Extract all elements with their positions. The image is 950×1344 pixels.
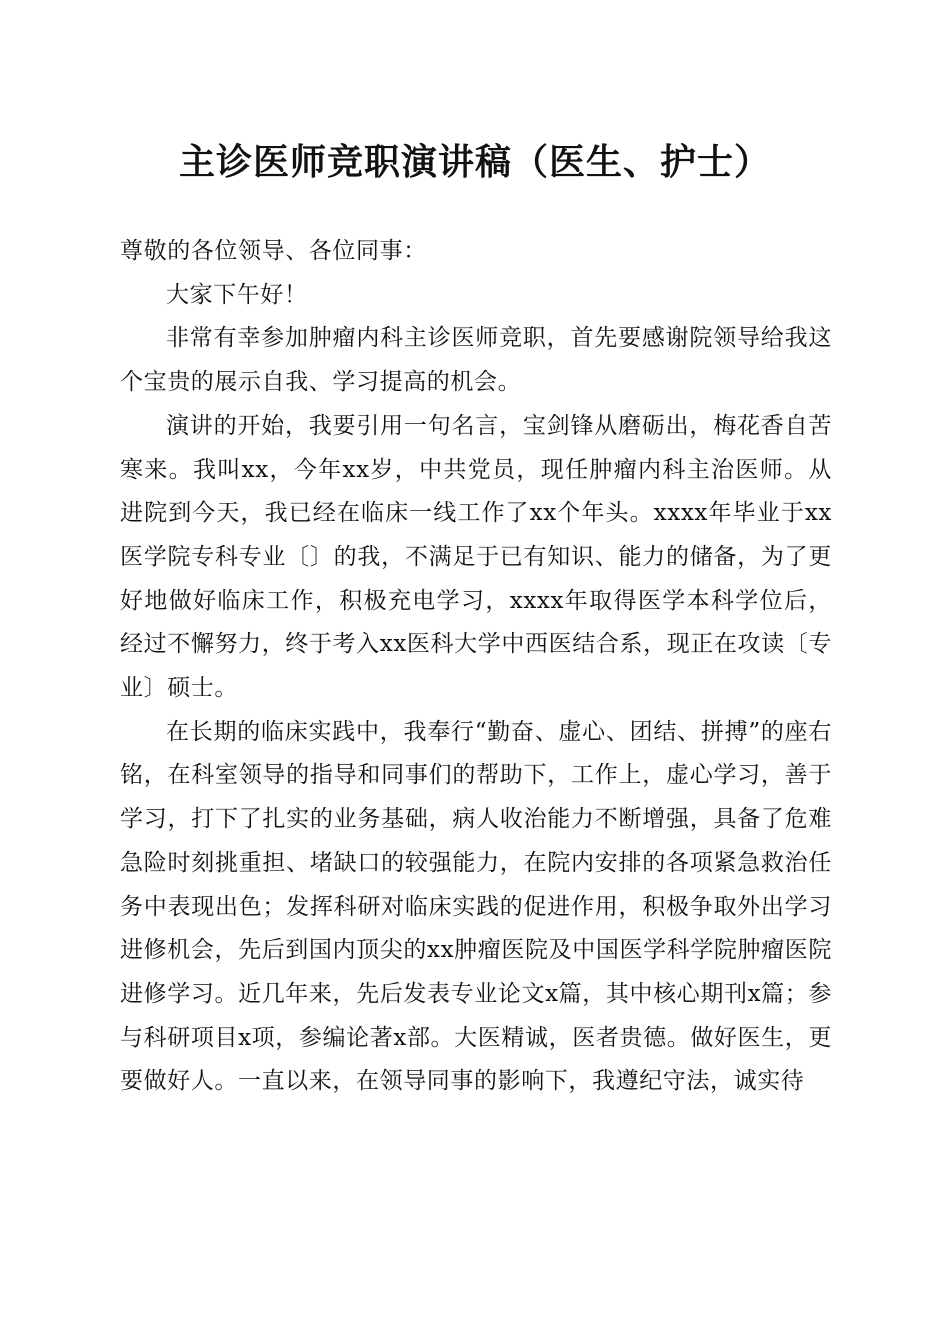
paragraph-clinical-practice: 在长期的临床实践中，我奉行“勤奋、虚心、团结、拼搏”的座右铭，在科室领导的指导和同事们的帮助下，工作上，虚心学习，善于学习，打下了扎实的业务基础，病人收治能力不断增强，具备了危难急险时刻挑重担、堵缺口的较强能力，在院内安排的各项紧急救治任务中表现出色；发挥科研对临床实践的促进作用，积极争取外出学习进修机会，先后到国内顶尖的xx肿瘤医院及中国医学科学院肿瘤医院进修学习。近几年来，先后发表专业论文x篇，其中核心期刊x篇；参与科研项目x项，参编论著x部。大医精诚，医者贵德。做好医生，更要做好人。一直以来，在领导同事的影响下，我遵纪守法，诚实待 [120, 718, 832, 1095]
salutation: 尊敬的各位领导、各位同事： [120, 238, 427, 264]
document-body [120, 230, 832, 1104]
paragraph-thanks: 非常有幸参加肿瘤内科主诊医师竞职，首先要感谢院领导给我这个宝贵的展示自我、学习提高的机会。 [120, 325, 832, 396]
paragraph-self-introduction: 演讲的开始，我要引用一句名言，宝剑锋从磨砺出，梅花香自苦寒来。我叫xx，今年xx岁，中共党员，现任肿瘤内科主治医师。从进院到今天，我已经在临床一线工作了xx个年头。xxxx年毕业于xx医学院专科专业〔〕的我，不满足于已有知识、能力的储备，为了更好地做好临床工作，积极充电学习，xxxx年取得医学本科学位后，经过不懈努力，终于考入xx医科大学中西医结合系，现正在攻读〔专业〕硕士。 [120, 412, 832, 702]
paragraph-greeting: 大家下午好！ [166, 281, 308, 308]
document-title: 主诊医师竞职演讲稿（医生、护士） [178, 141, 771, 183]
